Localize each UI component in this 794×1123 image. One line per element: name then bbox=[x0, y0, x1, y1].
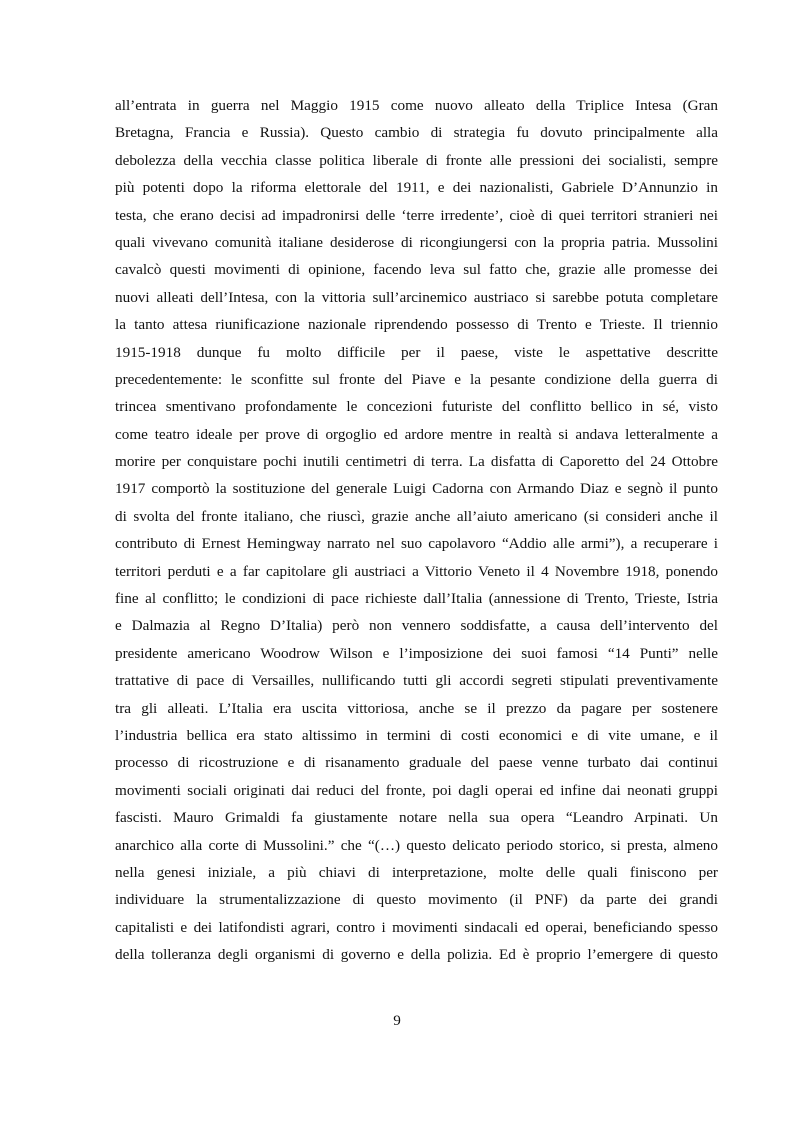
text-line: cavalcò questi movimenti di opinione, facendo leva sul fatto che, grazie alle promesse dei bbox=[115, 261, 718, 279]
text-line: testa, che erano decisi ad impadronirsi delle ‘terre irredente’, cioè di quei territori stranieri nei bbox=[115, 206, 718, 224]
text-line: della tolleranza degli organismi di governo e della polizia. Ed è proprio l’emergere di questo bbox=[115, 946, 718, 964]
text-line: la tanto attesa riunificazione nazionale riprendendo possesso di Trento e Trieste. Il triennio bbox=[115, 316, 718, 334]
text-line: come teatro ideale per prove di orgoglio ed ardore mentre in realtà si andava letteralmente a bbox=[115, 425, 718, 443]
text-line: trincea smentivano profondamente le concezioni futuriste del conflitto bellico in sé, visto bbox=[115, 398, 718, 416]
text-line: trattative di pace di Versailles, nullificando tutti gli accordi segreti stipulati preventivamente bbox=[115, 672, 718, 690]
text-line: Bretagna, Francia e Russia). Questo cambio di strategia fu dovuto principalmente alla bbox=[115, 124, 718, 142]
text-line: presidente americano Woodrow Wilson e l’imposizione dei suoi famosi “14 Punti” nelle bbox=[115, 644, 718, 662]
text-line: tra gli alleati. L’Italia era uscita vittoriosa, anche se il prezzo da pagare per sostenere bbox=[115, 699, 718, 717]
text-line: quali vivevano comunità italiane desiderose di ricongiungersi con la propria patria. Mussolini bbox=[115, 233, 718, 251]
text-line: nella genesi iniziale, a più chiavi di interpretazione, molte delle quali finiscono per bbox=[115, 863, 718, 881]
text-line: più potenti dopo la riforma elettorale del 1911, e dei nazionalisti, Gabriele D’Annunzio in bbox=[115, 179, 718, 197]
text-line: capitalisti e dei latifondisti agrari, contro i movimenti sindacali ed operai, beneficiando spesso bbox=[115, 918, 718, 936]
text-line: contributo di Ernest Hemingway narrato nel suo capolavoro “Addio alle armi”), a recuperare i bbox=[115, 535, 718, 553]
body-text bbox=[115, 92, 718, 969]
text-line: debolezza della vecchia classe politica liberale di fronte alle pressioni dei socialisti, sempre bbox=[115, 151, 718, 169]
page-number: 9 bbox=[393, 1012, 401, 1029]
text-line: nuovi alleati dell’Intesa, con la vittoria sull’arcinemico austriaco si sarebbe potuta completare bbox=[115, 288, 718, 306]
text-line: fine al conflitto; le condizioni di pace richieste dall’Italia (annessione di Trento, Trieste, Istria bbox=[115, 590, 718, 608]
text-line: movimenti sociali originati dai reduci del fronte, poi dagli operai ed infine dai neonati gruppi bbox=[115, 781, 718, 799]
text-line: individuare la strumentalizzazione di questo movimento (il PNF) da parte dei grandi bbox=[115, 891, 718, 909]
text-line: l’industria bellica era stato altissimo in termini di costi economici e di vite umane, e il bbox=[115, 726, 718, 744]
text-line: fascisti. Mauro Grimaldi fa giustamente notare nella sua opera “Leandro Arpinati. Un bbox=[115, 809, 718, 827]
text-line: processo di ricostruzione e di risanamento graduale del paese venne turbato dai continui bbox=[115, 754, 718, 772]
text-line: territori perduti e a far capitolare gli austriaci a Vittorio Veneto il 4 Novembre 1918, ponendo bbox=[115, 562, 718, 580]
text-line: e Dalmazia al Regno D’Italia) però non vennero soddisfatte, a causa dell’intervento del bbox=[115, 617, 718, 635]
text-line: 1917 comportò la sostituzione del generale Luigi Cadorna con Armando Diaz e segnò il punto bbox=[115, 480, 718, 498]
text-line: anarchico alla corte di Mussolini.” che “(…) questo delicato periodo storico, si presta, almeno bbox=[115, 836, 718, 854]
text-line: all’entrata in guerra nel Maggio 1915 come nuovo alleato della Triplice Intesa (Gran bbox=[115, 97, 718, 114]
text-line: 1915-1918 dunque fu molto difficile per il paese, viste le aspettative descritte bbox=[115, 343, 718, 361]
text-line: di svolta del fronte italiano, che riuscì, grazie anche all’aiuto americano (si consideri anche il bbox=[115, 507, 718, 525]
text-line: precedentemente: le sconfitte sul fronte del Piave e la pesante condizione della guerra di bbox=[115, 370, 718, 388]
text-line: morire per conquistare pochi inutili centimetri di terra. La disfatta di Caporetto del 24 Ottobre bbox=[115, 453, 718, 471]
